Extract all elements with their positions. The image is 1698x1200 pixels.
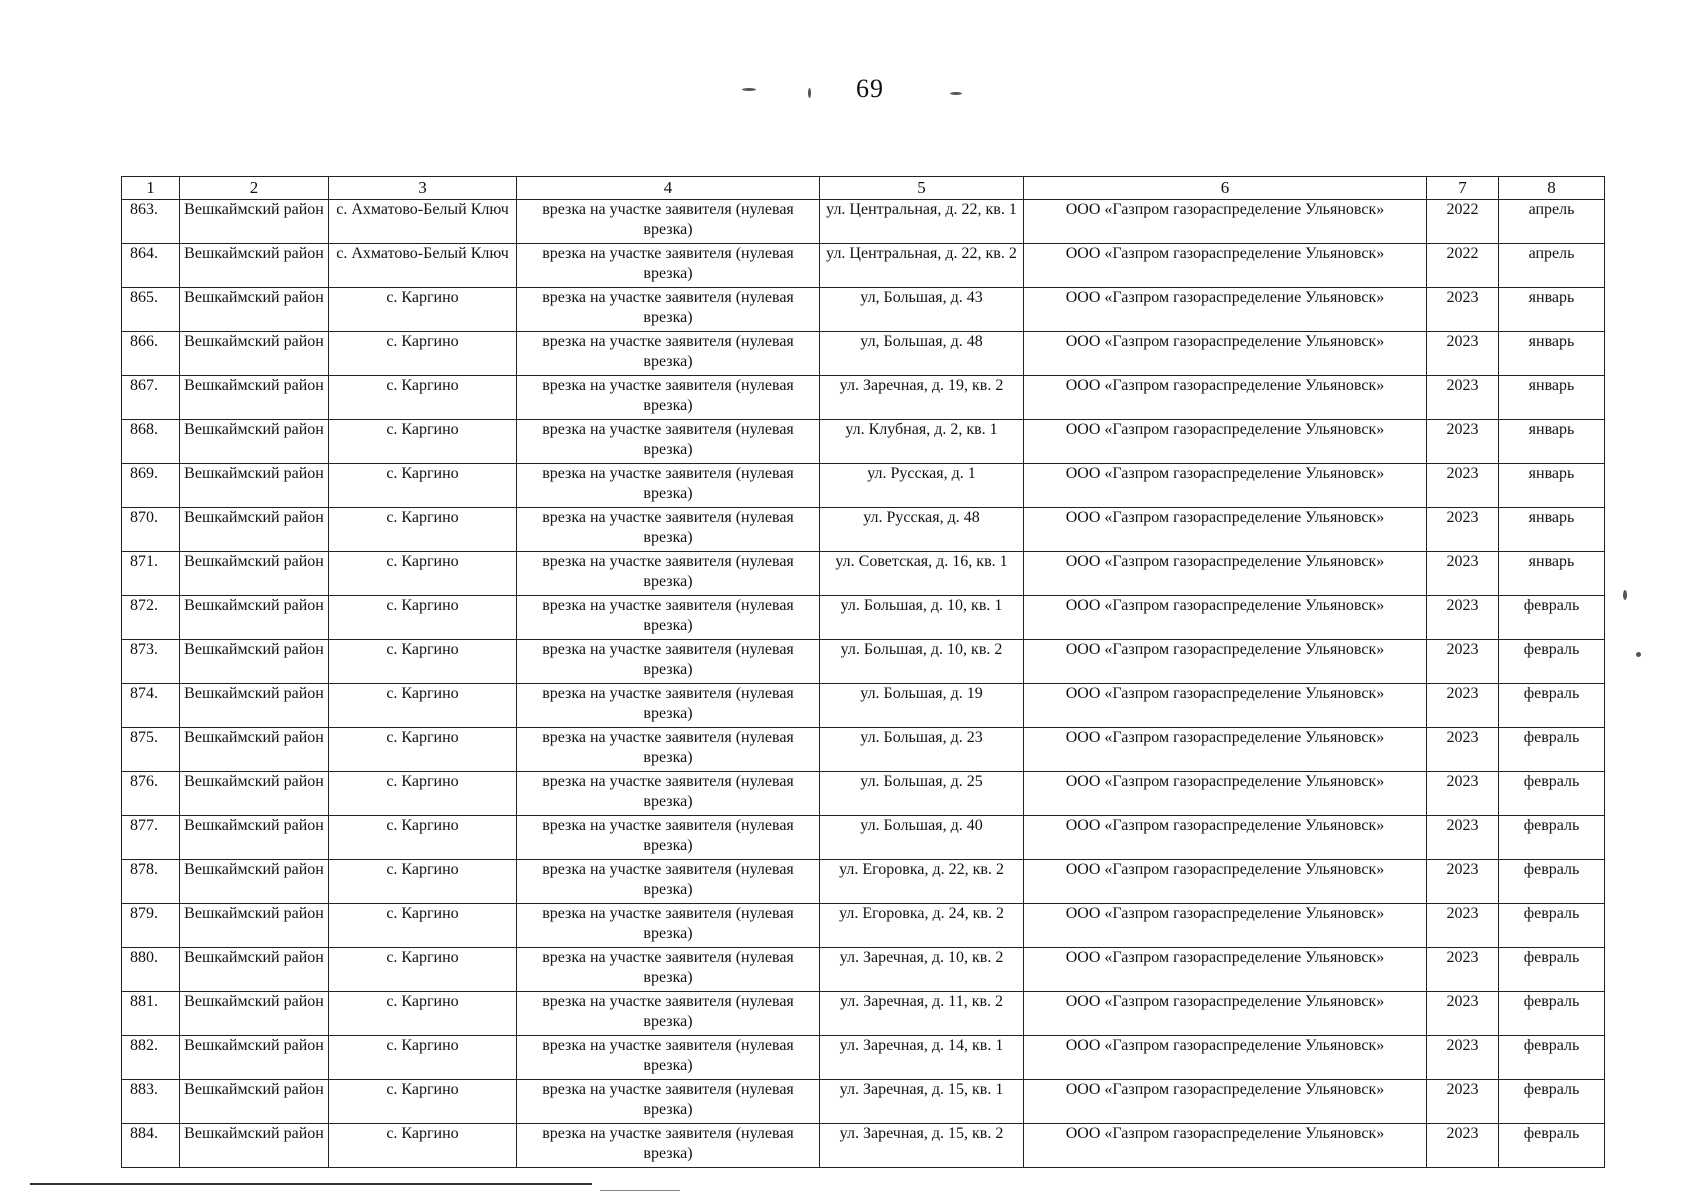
table-row [122,684,1605,728]
organization-cell: ООО «Газпром газораспределение Ульяновск» [1024,640,1427,684]
table-row [122,332,1605,376]
row-number: 868. [122,420,180,464]
year-cell: 2023 [1427,948,1499,992]
year-cell: 2023 [1427,904,1499,948]
table-row [122,596,1605,640]
organization-cell: ООО «Газпром газораспределение Ульяновск» [1024,860,1427,904]
organization-cell: ООО «Газпром газораспределение Ульяновск» [1024,552,1427,596]
connection-type-cell: врезка на участке заявителя (нулевая врезка) [517,508,820,552]
settlement-cell: с. Ахматово-Белый Ключ [329,244,517,288]
district-cell: Вешкаймский район [180,948,329,992]
settlement-cell: с. Каргино [329,1036,517,1080]
month-cell: январь [1499,552,1605,596]
year-cell: 2023 [1427,728,1499,772]
district-cell: Вешкаймский район [180,420,329,464]
year-cell: 2023 [1427,816,1499,860]
row-number: 877. [122,816,180,860]
settlement-cell: с. Каргино [329,1080,517,1124]
organization-cell: ООО «Газпром газораспределение Ульяновск» [1024,508,1427,552]
row-number: 876. [122,772,180,816]
row-number: 864. [122,244,180,288]
column-header: 6 [1024,177,1427,200]
connection-type-cell: врезка на участке заявителя (нулевая врезка) [517,376,820,420]
column-header: 1 [122,177,180,200]
connection-type-cell: врезка на участке заявителя (нулевая врезка) [517,948,820,992]
register-table [121,176,1605,1168]
row-number: 867. [122,376,180,420]
district-cell: Вешкаймский район [180,992,329,1036]
table-row [122,200,1605,244]
column-header: 4 [517,177,820,200]
month-cell: январь [1499,508,1605,552]
row-number: 872. [122,596,180,640]
settlement-cell: с. Каргино [329,1124,517,1168]
district-cell: Вешкаймский район [180,596,329,640]
month-cell: февраль [1499,596,1605,640]
organization-cell: ООО «Газпром газораспределение Ульяновск» [1024,376,1427,420]
year-cell: 2023 [1427,508,1499,552]
row-number: 883. [122,1080,180,1124]
address-cell: ул. Заречная, д. 14, кв. 1 [820,1036,1024,1080]
row-number: 878. [122,860,180,904]
row-number: 881. [122,992,180,1036]
connection-type-cell: врезка на участке заявителя (нулевая врезка) [517,1124,820,1168]
year-cell: 2023 [1427,1080,1499,1124]
table-row [122,552,1605,596]
table-row [122,816,1605,860]
organization-cell: ООО «Газпром газораспределение Ульяновск» [1024,904,1427,948]
connection-type-cell: врезка на участке заявителя (нулевая врезка) [517,244,820,288]
connection-type-cell: врезка на участке заявителя (нулевая врезка) [517,728,820,772]
address-cell: ул. Большая, д. 23 [820,728,1024,772]
address-cell: ул. Егоровка, д. 22, кв. 2 [820,860,1024,904]
settlement-cell: с. Каргино [329,596,517,640]
address-cell: ул. Заречная, д. 11, кв. 2 [820,992,1024,1036]
table-row [122,288,1605,332]
page-number: 69 [856,74,884,103]
table-row [122,508,1605,552]
month-cell: февраль [1499,728,1605,772]
district-cell: Вешкаймский район [180,552,329,596]
address-cell: ул. Центральная, д. 22, кв. 2 [820,244,1024,288]
row-number: 873. [122,640,180,684]
scan-speck [742,88,756,91]
connection-type-cell: врезка на участке заявителя (нулевая врезка) [517,552,820,596]
year-cell: 2023 [1427,992,1499,1036]
year-cell: 2023 [1427,1124,1499,1168]
organization-cell: ООО «Газпром газораспределение Ульяновск» [1024,728,1427,772]
table-row [122,1036,1605,1080]
scan-speck [808,88,811,98]
month-cell: февраль [1499,1080,1605,1124]
month-cell: апрель [1499,200,1605,244]
month-cell: февраль [1499,684,1605,728]
settlement-cell: с. Каргино [329,860,517,904]
table-row [122,948,1605,992]
footer-rule-faint [600,1190,680,1191]
row-number: 870. [122,508,180,552]
year-cell: 2022 [1427,200,1499,244]
month-cell: февраль [1499,948,1605,992]
connection-type-cell: врезка на участке заявителя (нулевая врезка) [517,1080,820,1124]
connection-type-cell: врезка на участке заявителя (нулевая врезка) [517,464,820,508]
row-number: 874. [122,684,180,728]
settlement-cell: с. Каргино [329,992,517,1036]
connection-type-cell: врезка на участке заявителя (нулевая врезка) [517,288,820,332]
table-row [122,1124,1605,1168]
organization-cell: ООО «Газпром газораспределение Ульяновск» [1024,816,1427,860]
settlement-cell: с. Каргино [329,640,517,684]
organization-cell: ООО «Газпром газораспределение Ульяновск» [1024,420,1427,464]
year-cell: 2023 [1427,376,1499,420]
district-cell: Вешкаймский район [180,728,329,772]
connection-type-cell: врезка на участке заявителя (нулевая врезка) [517,1036,820,1080]
address-cell: ул. Заречная, д. 15, кв. 1 [820,1080,1024,1124]
column-header: 2 [180,177,329,200]
organization-cell: ООО «Газпром газораспределение Ульяновск» [1024,244,1427,288]
scan-speck [1623,590,1627,600]
row-number: 866. [122,332,180,376]
address-cell: ул. Большая, д. 40 [820,816,1024,860]
row-number: 884. [122,1124,180,1168]
year-cell: 2023 [1427,596,1499,640]
settlement-cell: с. Каргино [329,376,517,420]
month-cell: январь [1499,464,1605,508]
connection-type-cell: врезка на участке заявителя (нулевая врезка) [517,596,820,640]
year-cell: 2023 [1427,420,1499,464]
row-number: 875. [122,728,180,772]
district-cell: Вешкаймский район [180,332,329,376]
month-cell: февраль [1499,992,1605,1036]
organization-cell: ООО «Газпром газораспределение Ульяновск» [1024,1036,1427,1080]
organization-cell: ООО «Газпром газораспределение Ульяновск» [1024,200,1427,244]
address-cell: ул. Центральная, д. 22, кв. 1 [820,200,1024,244]
address-cell: ул. Заречная, д. 19, кв. 2 [820,376,1024,420]
district-cell: Вешкаймский район [180,860,329,904]
month-cell: апрель [1499,244,1605,288]
district-cell: Вешкаймский район [180,816,329,860]
address-cell: ул. Большая, д. 19 [820,684,1024,728]
year-cell: 2023 [1427,684,1499,728]
column-header: 7 [1427,177,1499,200]
settlement-cell: с. Ахматово-Белый Ключ [329,200,517,244]
organization-cell: ООО «Газпром газораспределение Ульяновск» [1024,684,1427,728]
footer-rule [30,1183,592,1185]
organization-cell: ООО «Газпром газораспределение Ульяновск» [1024,948,1427,992]
connection-type-cell: врезка на участке заявителя (нулевая врезка) [517,860,820,904]
settlement-cell: с. Каргино [329,420,517,464]
settlement-cell: с. Каргино [329,288,517,332]
month-cell: февраль [1499,816,1605,860]
table-row [122,904,1605,948]
table-row [122,728,1605,772]
district-cell: Вешкаймский район [180,508,329,552]
column-number-row [122,177,1605,200]
settlement-cell: с. Каргино [329,464,517,508]
month-cell: январь [1499,376,1605,420]
year-cell: 2023 [1427,288,1499,332]
connection-type-cell: врезка на участке заявителя (нулевая врезка) [517,904,820,948]
connection-type-cell: врезка на участке заявителя (нулевая врезка) [517,200,820,244]
district-cell: Вешкаймский район [180,1124,329,1168]
settlement-cell: с. Каргино [329,508,517,552]
district-cell: Вешкаймский район [180,288,329,332]
scan-speck [950,92,962,95]
row-number: 871. [122,552,180,596]
settlement-cell: с. Каргино [329,552,517,596]
address-cell: ул, Большая, д. 48 [820,332,1024,376]
table-row [122,464,1605,508]
connection-type-cell: врезка на участке заявителя (нулевая врезка) [517,992,820,1036]
settlement-cell: с. Каргино [329,684,517,728]
year-cell: 2023 [1427,1036,1499,1080]
address-cell: ул, Большая, д. 43 [820,288,1024,332]
year-cell: 2023 [1427,552,1499,596]
district-cell: Вешкаймский район [180,464,329,508]
table-row [122,860,1605,904]
connection-type-cell: врезка на участке заявителя (нулевая врезка) [517,420,820,464]
settlement-cell: с. Каргино [329,948,517,992]
row-number: 869. [122,464,180,508]
district-cell: Вешкаймский район [180,1036,329,1080]
register-table-container [121,176,1604,1168]
table-row [122,244,1605,288]
row-number: 880. [122,948,180,992]
year-cell: 2023 [1427,772,1499,816]
organization-cell: ООО «Газпром газораспределение Ульяновск» [1024,772,1427,816]
month-cell: январь [1499,288,1605,332]
address-cell: ул. Русская, д. 48 [820,508,1024,552]
row-number: 882. [122,1036,180,1080]
district-cell: Вешкаймский район [180,1080,329,1124]
row-number: 863. [122,200,180,244]
address-cell: ул. Большая, д. 25 [820,772,1024,816]
address-cell: ул. Клубная, д. 2, кв. 1 [820,420,1024,464]
address-cell: ул. Заречная, д. 10, кв. 2 [820,948,1024,992]
district-cell: Вешкаймский район [180,640,329,684]
settlement-cell: с. Каргино [329,816,517,860]
table-row [122,1080,1605,1124]
month-cell: февраль [1499,772,1605,816]
month-cell: февраль [1499,904,1605,948]
month-cell: февраль [1499,1036,1605,1080]
year-cell: 2023 [1427,640,1499,684]
connection-type-cell: врезка на участке заявителя (нулевая врезка) [517,332,820,376]
column-header: 8 [1499,177,1605,200]
district-cell: Вешкаймский район [180,200,329,244]
year-cell: 2023 [1427,464,1499,508]
organization-cell: ООО «Газпром газораспределение Ульяновск» [1024,1124,1427,1168]
address-cell: ул. Егоровка, д. 24, кв. 2 [820,904,1024,948]
table-row [122,420,1605,464]
settlement-cell: с. Каргино [329,728,517,772]
column-header: 3 [329,177,517,200]
address-cell: ул. Большая, д. 10, кв. 1 [820,596,1024,640]
month-cell: февраль [1499,640,1605,684]
address-cell: ул. Советская, д. 16, кв. 1 [820,552,1024,596]
organization-cell: ООО «Газпром газораспределение Ульяновск» [1024,1080,1427,1124]
year-cell: 2023 [1427,332,1499,376]
table-row [122,376,1605,420]
district-cell: Вешкаймский район [180,772,329,816]
table-row [122,640,1605,684]
column-header: 5 [820,177,1024,200]
address-cell: ул. Большая, д. 10, кв. 2 [820,640,1024,684]
year-cell: 2023 [1427,860,1499,904]
organization-cell: ООО «Газпром газораспределение Ульяновск» [1024,464,1427,508]
address-cell: ул. Заречная, д. 15, кв. 2 [820,1124,1024,1168]
month-cell: январь [1499,332,1605,376]
organization-cell: ООО «Газпром газораспределение Ульяновск» [1024,596,1427,640]
connection-type-cell: врезка на участке заявителя (нулевая врезка) [517,684,820,728]
row-number: 879. [122,904,180,948]
district-cell: Вешкаймский район [180,244,329,288]
table-row [122,772,1605,816]
row-number: 865. [122,288,180,332]
district-cell: Вешкаймский район [180,684,329,728]
district-cell: Вешкаймский район [180,904,329,948]
year-cell: 2022 [1427,244,1499,288]
organization-cell: ООО «Газпром газораспределение Ульяновск» [1024,332,1427,376]
organization-cell: ООО «Газпром газораспределение Ульяновск» [1024,992,1427,1036]
month-cell: февраль [1499,1124,1605,1168]
connection-type-cell: врезка на участке заявителя (нулевая врезка) [517,816,820,860]
connection-type-cell: врезка на участке заявителя (нулевая врезка) [517,772,820,816]
settlement-cell: с. Каргино [329,904,517,948]
organization-cell: ООО «Газпром газораспределение Ульяновск» [1024,288,1427,332]
connection-type-cell: врезка на участке заявителя (нулевая врезка) [517,640,820,684]
settlement-cell: с. Каргино [329,772,517,816]
month-cell: февраль [1499,860,1605,904]
table-row [122,992,1605,1036]
month-cell: январь [1499,420,1605,464]
scan-speck [1636,652,1641,657]
district-cell: Вешкаймский район [180,376,329,420]
settlement-cell: с. Каргино [329,332,517,376]
address-cell: ул. Русская, д. 1 [820,464,1024,508]
